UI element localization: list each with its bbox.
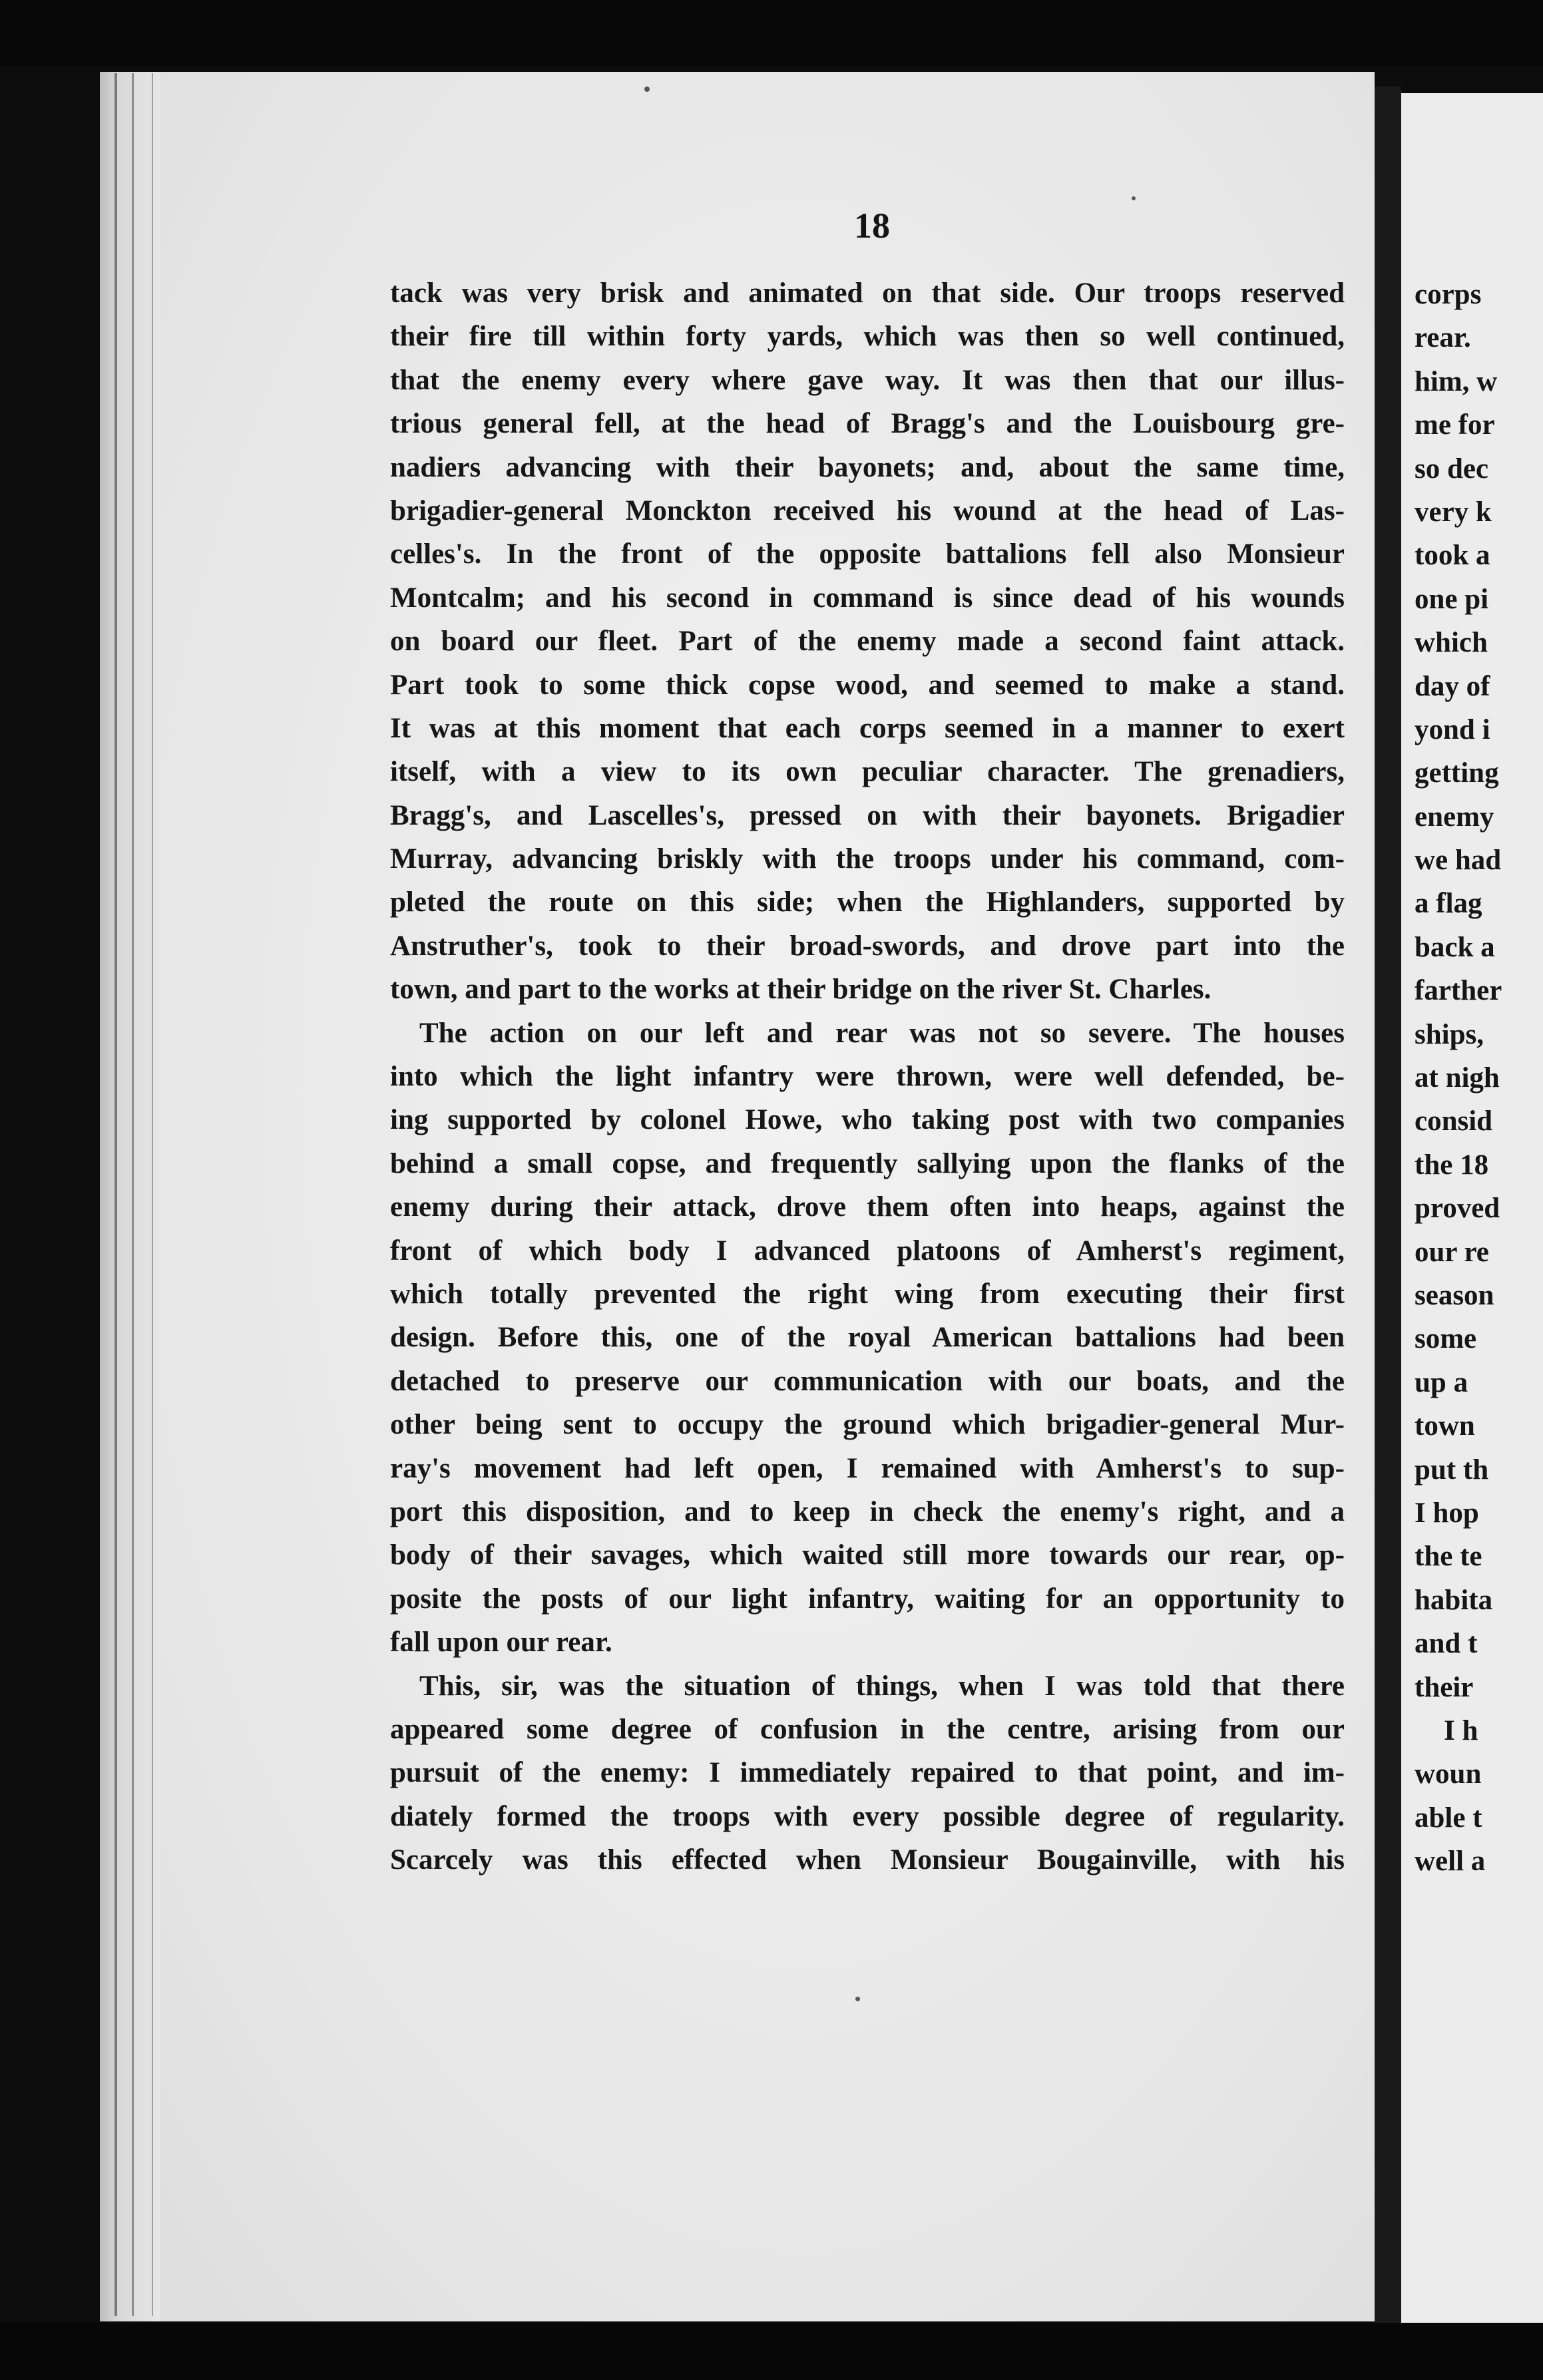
text-line: Anstruther's, took to their broad-swords, and drove part into the xyxy=(390,930,1345,962)
right-text-line: one pi xyxy=(1415,583,1489,615)
right-text-line: our re xyxy=(1415,1236,1489,1268)
right-text-line: able t xyxy=(1415,1802,1482,1834)
text-line: town, and part to the works at their bridge on the river St. Charles. xyxy=(390,974,1212,1006)
right-text-line: so dec xyxy=(1415,453,1489,485)
right-text-line: farther xyxy=(1415,975,1502,1007)
right-text-line: season xyxy=(1415,1279,1494,1311)
right-text-line: me for xyxy=(1415,409,1495,441)
right-page-text xyxy=(1415,273,1543,1883)
right-text-line: put th xyxy=(1415,1454,1489,1486)
text-line: posite the posts of our light infantry, waiting for an opportunity to xyxy=(390,1583,1345,1615)
right-text-line: a flag xyxy=(1415,888,1482,920)
text-line: on board our fleet. Part of the enemy made a second faint attack. xyxy=(390,626,1345,658)
paper-speck xyxy=(855,1997,860,2001)
right-text-line: at nigh xyxy=(1415,1062,1500,1094)
right-text-line: yond i xyxy=(1415,713,1490,745)
right-text-line: enemy xyxy=(1415,801,1494,833)
paper-speck xyxy=(644,87,650,92)
text-line: Part took to some thick copse wood, and seemed to make a stand. xyxy=(390,669,1345,701)
text-line: appeared some degree of confusion in the centre, arising from our xyxy=(390,1713,1345,1745)
text-line: This, sir, was the situation of things, when I was told that there xyxy=(419,1670,1345,1702)
right-text-line: habita xyxy=(1415,1584,1493,1616)
text-line: itself, with a view to its own peculiar character. The grenadiers, xyxy=(390,756,1345,788)
paper-speck xyxy=(1132,196,1136,200)
text-line: diately formed the troops with every possible degree of regularity. xyxy=(390,1800,1345,1832)
text-line: The action on our left and rear was not so severe. The houses xyxy=(419,1017,1345,1049)
right-text-line: corps xyxy=(1415,279,1482,310)
right-text-line: which xyxy=(1415,627,1488,659)
text-line: Bragg's, and Lascelles's, pressed on with their bayonets. Brigadier xyxy=(390,799,1345,831)
text-line: other being sent to occupy the ground which brigadier-general Mur- xyxy=(390,1409,1345,1441)
text-line: detached to preserve our communication with our boats, and the xyxy=(390,1365,1345,1397)
scan-top-border xyxy=(0,0,1543,67)
text-line: Murray, advancing briskly with the troops under his command, com- xyxy=(390,843,1345,875)
text-line: behind a small copse, and frequently sallying upon the flanks of the xyxy=(390,1147,1345,1179)
right-text-line: the te xyxy=(1415,1541,1482,1573)
text-line: brigadier-general Monckton received his wound at the head of Las- xyxy=(390,495,1345,526)
right-text-line: him, w xyxy=(1415,365,1498,397)
text-line: tack was very brisk and animated on that side. Our troops reserved xyxy=(390,278,1345,309)
right-text-line: we had xyxy=(1415,845,1502,877)
text-line: that the enemy every where gave way. It was then that our illus- xyxy=(390,364,1345,396)
text-line: into which the light infantry were thrown, were well defended, be- xyxy=(390,1061,1345,1093)
text-line: front of which body I advanced platoons of Amherst's regiment, xyxy=(390,1235,1345,1267)
text-line: It was at this moment that each corps seemed in a manner to exert xyxy=(390,712,1345,744)
text-line: pleted the route on this side; when the Highlanders, supported by xyxy=(390,887,1345,918)
right-text-line: I h xyxy=(1444,1714,1478,1746)
text-line: ray's movement had left open, I remained with Amherst's to sup- xyxy=(390,1452,1345,1484)
text-line: design. Before this, one of the royal American battalions had been xyxy=(390,1322,1345,1354)
gutter-line xyxy=(152,73,153,2316)
gutter-line xyxy=(114,73,117,2316)
text-line: Scarcely was this effected when Monsieur Bougainville, with his xyxy=(390,1844,1345,1876)
right-text-line: back a xyxy=(1415,931,1495,963)
text-line: which totally prevented the right wing from executing their first xyxy=(390,1278,1345,1310)
right-text-line: up a xyxy=(1415,1366,1468,1398)
gutter-line xyxy=(132,73,134,2316)
page-gutter-edge xyxy=(100,72,160,2321)
right-text-line: day of xyxy=(1415,670,1490,702)
scan-bottom-border xyxy=(0,2323,1543,2380)
right-text-line: well a xyxy=(1415,1846,1486,1878)
text-line: trious general fell, at the head of Bragg's and the Louisbourg gre- xyxy=(390,408,1345,440)
text-line: celles's. In the front of the opposite battalions fell also Monsieur xyxy=(390,538,1345,570)
right-text-line: proved xyxy=(1415,1193,1500,1225)
right-text-line: and t xyxy=(1415,1628,1478,1660)
right-text-line: the 18 xyxy=(1415,1149,1489,1181)
right-text-line: some xyxy=(1415,1323,1477,1355)
text-line: Montcalm; and his second in command is since dead of his wounds xyxy=(390,582,1345,614)
right-text-line: very k xyxy=(1415,496,1492,528)
text-line: pursuit of the enemy: I immediately repaired to that point, and im- xyxy=(390,1757,1345,1789)
right-text-line: rear. xyxy=(1415,322,1471,354)
right-text-line: consid xyxy=(1415,1105,1493,1137)
right-text-line: I hop xyxy=(1415,1497,1479,1529)
book-spine xyxy=(1375,87,1401,2363)
right-text-line: woun xyxy=(1415,1758,1482,1790)
right-text-line: getting xyxy=(1415,757,1499,789)
text-line: their fire till within forty yards, which was then so well continued, xyxy=(390,321,1345,353)
text-line: enemy during their attack, drove them often into heaps, against the xyxy=(390,1191,1345,1223)
text-line: fall upon our rear. xyxy=(390,1627,612,1659)
text-line: port this disposition, and to keep in check the enemy's right, and a xyxy=(390,1495,1345,1527)
left-page-text xyxy=(390,272,1345,1882)
right-text-line: their xyxy=(1415,1671,1474,1703)
text-line: ing supported by colonel Howe, who taking post with two companies xyxy=(390,1104,1345,1136)
right-text-line: took a xyxy=(1415,540,1490,572)
right-text-line: ships, xyxy=(1415,1018,1484,1050)
right-text-line: town xyxy=(1415,1410,1475,1442)
text-line: nadiers advancing with their bayonets; and, about the same time, xyxy=(390,451,1345,483)
text-line: body of their savages, which waited still more towards our rear, op- xyxy=(390,1539,1345,1571)
page-number: 18 xyxy=(854,206,890,246)
